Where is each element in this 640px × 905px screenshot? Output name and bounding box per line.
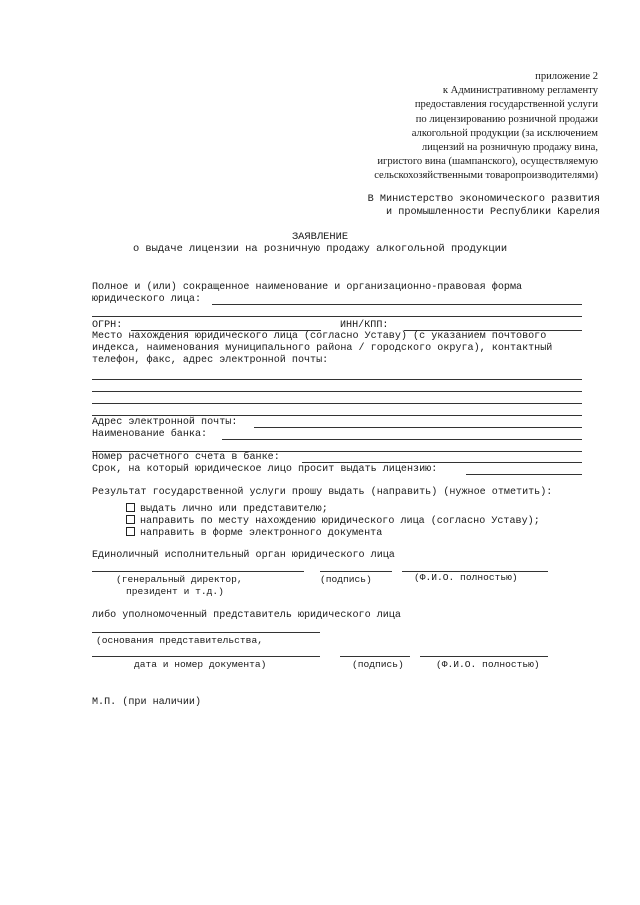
document-title: ЗАЯВЛЕНИЕ [291, 231, 349, 243]
checkbox[interactable] [126, 515, 135, 524]
location-field-line[interactable] [92, 403, 582, 404]
name-label-line-2: юридического лица: [92, 294, 202, 305]
name-label-line-1: Полное и (или) сокращенное наименование и организационно-правовая форма [92, 282, 523, 293]
representative-fio-line[interactable] [420, 656, 548, 657]
inn-kpp-label: ИНН/КПП: [340, 320, 389, 331]
location-label-line-1: Место нахождения юридического лица (согласно Уставу) (с указанием почтового [92, 331, 547, 342]
bank-field-line[interactable] [222, 439, 582, 440]
executive-caption-2: президент и т.д.) [126, 586, 224, 597]
executive-caption-1: (генеральный директор, [116, 574, 243, 585]
annex-line: приложение 2 [535, 71, 598, 82]
executive-label: Единоличный исполнительный орган юридического лица [92, 550, 395, 561]
representative-signature-caption: (подпись) [352, 659, 404, 670]
name-field-line-2[interactable] [92, 316, 582, 317]
addressee-line-1: В Министерство экономического развития [367, 194, 600, 205]
representative-signature-line[interactable] [340, 656, 410, 657]
result-option-electronic[interactable] [126, 527, 382, 540]
term-label: Срок, на который юридическое лицо просит выдать лицензию: [92, 464, 438, 475]
document-subtitle: о выдаче лицензии на розничную продажу алкогольной продукции [132, 243, 508, 255]
account-label: Номер расчетного счета в банке: [92, 452, 280, 463]
location-field-line[interactable] [92, 415, 582, 416]
executive-position-line[interactable] [92, 571, 304, 572]
representative-basis-line[interactable] [92, 632, 320, 633]
representative-label: либо уполномоченный представитель юридического лица [92, 610, 401, 621]
checkbox[interactable] [126, 527, 135, 536]
representative-caption-1: (основания представительства, [96, 635, 263, 646]
representative-caption-2: дата и номер документа) [134, 659, 267, 670]
annex-line: по лицензированию розничной продажи [415, 113, 598, 125]
bank-label: Наименование банка: [92, 429, 208, 440]
account-field-line[interactable] [302, 462, 582, 463]
executive-fio-caption: (Ф.И.О. полностью) [414, 572, 518, 583]
result-label: Результат государственной услуги прошу выдать (направить) (нужное отметить): [92, 487, 553, 498]
annex-line: лицензий на розничную продажу вина, [421, 142, 598, 154]
term-field-line[interactable] [466, 474, 582, 475]
stamp-label: М.П. (при наличии) [92, 697, 202, 708]
checkbox[interactable] [126, 503, 135, 512]
name-field-line[interactable] [212, 304, 582, 305]
location-field-line[interactable] [92, 391, 582, 392]
ogrn-label: ОГРН: [92, 320, 123, 331]
location-label-line-3: телефон, факс, адрес электронной почты: [92, 355, 329, 366]
representative-basis-line-2[interactable] [92, 656, 320, 657]
annex-line: игристого вина (шампанского), осуществляемую [377, 156, 598, 168]
annex-line: предоставления государственной услуги [414, 99, 598, 111]
result-option-label: направить в форме электронного документа [140, 528, 383, 539]
email-field-line[interactable] [254, 427, 582, 428]
result-option-label: выдать лично или представителю; [140, 504, 328, 515]
addressee-block [368, 193, 600, 219]
annex-line: к Административному регламенту [442, 85, 598, 97]
annex-line: сельскохозяйственными товаропроизводителями) [374, 170, 598, 182]
annex-header [374, 70, 598, 184]
addressee-line-2: и промышленности Республики Карелия [386, 207, 600, 219]
result-option-label: направить по месту нахождению юридического лица (согласно Уставу); [140, 516, 540, 527]
executive-signature-caption: (подпись) [320, 574, 372, 585]
email-label: Адрес электронной почты: [92, 417, 238, 428]
location-field-line[interactable] [92, 379, 582, 380]
executive-signature-line[interactable] [320, 571, 392, 572]
location-label-line-2: индекса, наименования муниципального района / городского округа), контактный [92, 343, 553, 354]
representative-fio-caption: (Ф.И.О. полностью) [436, 659, 540, 670]
annex-line: алкогольной продукции (за исключением [411, 127, 598, 139]
